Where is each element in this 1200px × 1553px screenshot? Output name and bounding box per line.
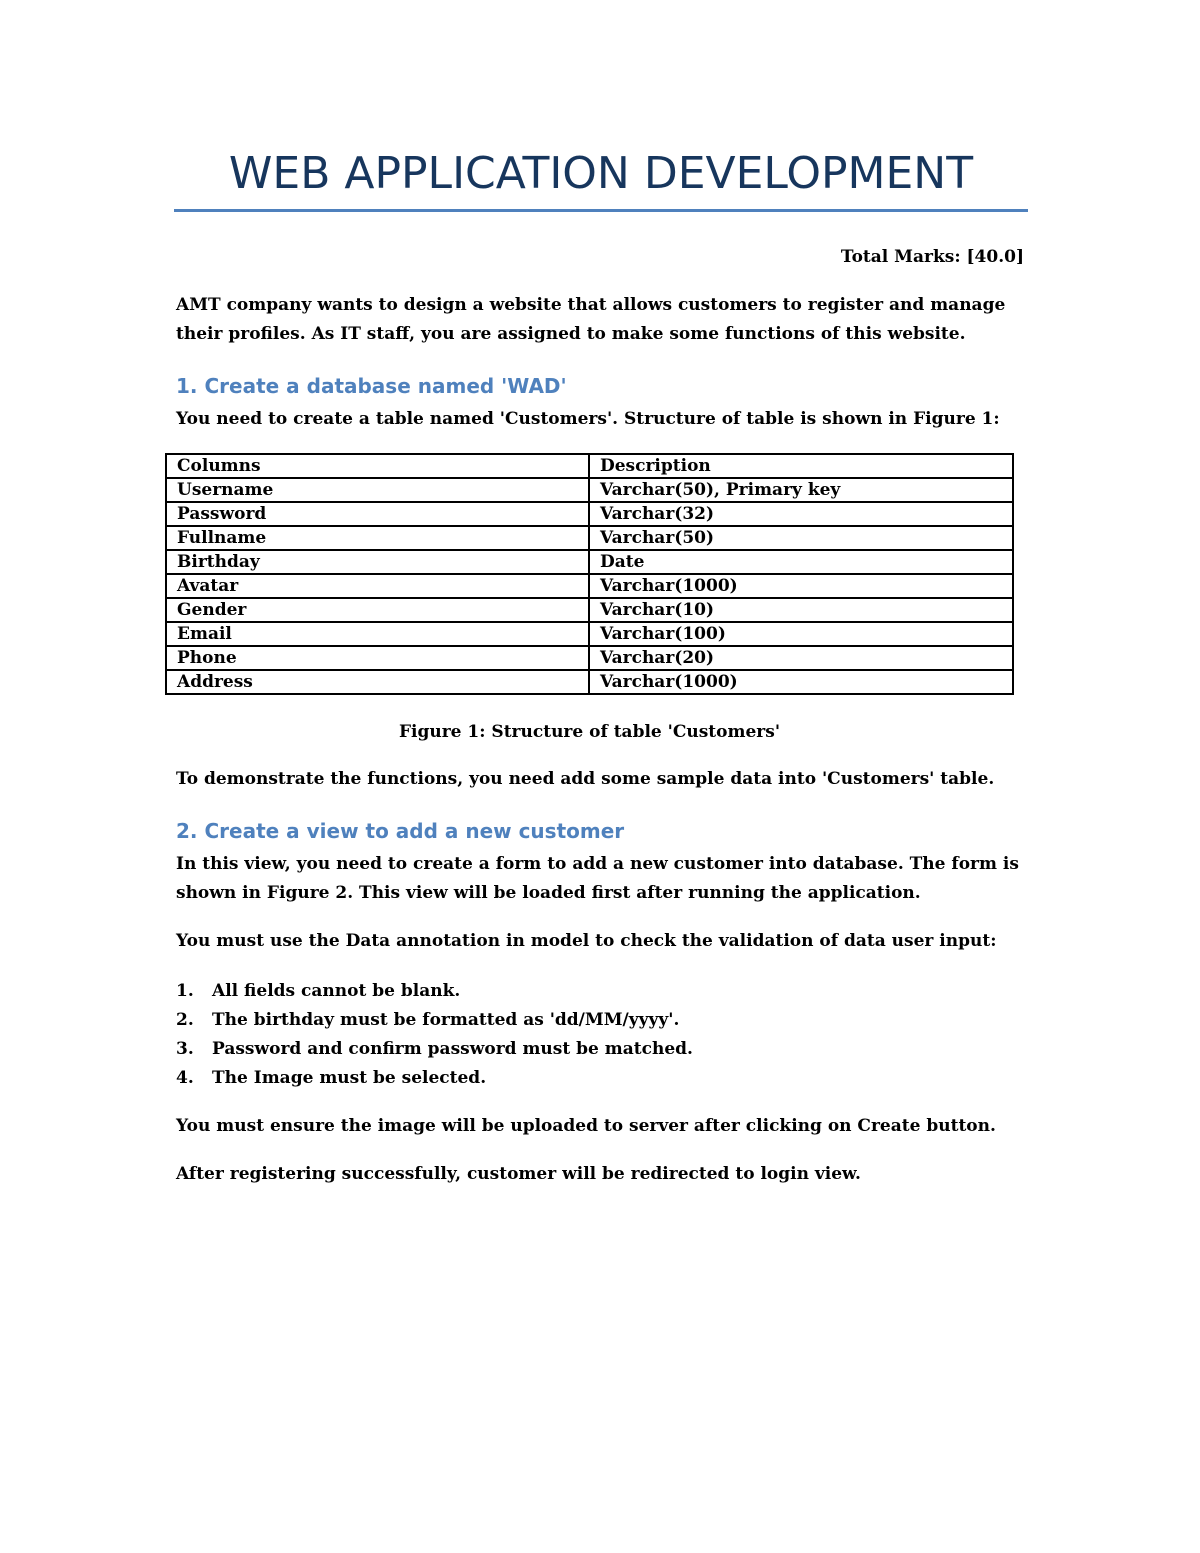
list-item-number: 3. xyxy=(176,1039,194,1059)
table-header-cell: Columns xyxy=(166,454,589,478)
table-cell-column: Avatar xyxy=(166,574,589,598)
table-cell-description: Varchar(1000) xyxy=(589,670,1013,694)
table-cell-column: Gender xyxy=(166,598,589,622)
table-row xyxy=(166,550,1013,574)
list-item-number: 2. xyxy=(176,1010,194,1030)
table-cell-column: Username xyxy=(166,478,589,502)
table-header-cell: Description xyxy=(589,454,1013,478)
table-cell-description: Varchar(50), Primary key xyxy=(589,478,1013,502)
table-cell-column: Address xyxy=(166,670,589,694)
table-cell-column: Email xyxy=(166,622,589,646)
section-1-intro: You need to create a table named 'Customers'. Structure of table is shown in Figure 1: xyxy=(176,409,1000,429)
list-item xyxy=(176,1064,693,1093)
list-item-text: The Image must be selected. xyxy=(212,1068,487,1088)
sample-data-note: To demonstrate the functions, you need add some sample data into 'Customers' table. xyxy=(176,769,995,789)
table-row xyxy=(166,622,1013,646)
table-cell-column: Phone xyxy=(166,646,589,670)
table-row xyxy=(166,598,1013,622)
list-item xyxy=(176,977,693,1006)
table-row xyxy=(166,502,1013,526)
intro-line-1: AMT company wants to design a website that allows customers to register and manage xyxy=(176,295,1006,315)
customers-structure-table xyxy=(165,453,1014,695)
list-item-text: The birthday must be formatted as 'dd/MM/yyyy'. xyxy=(212,1010,680,1030)
upload-note: You must ensure the image will be uploaded to server after clicking on Create button. xyxy=(176,1116,996,1136)
table-cell-column: Fullname xyxy=(166,526,589,550)
list-item-number: 1. xyxy=(176,981,194,1001)
section-2-line-1: In this view, you need to create a form to add a new customer into database. The form is xyxy=(176,854,1019,874)
document-title: WEB APPLICATION DEVELOPMENT xyxy=(228,148,974,199)
table-cell-column: Birthday xyxy=(166,550,589,574)
table-row xyxy=(166,574,1013,598)
table-cell-description: Varchar(20) xyxy=(589,646,1013,670)
total-marks: Total Marks: [40.0] xyxy=(840,247,1024,267)
figure-1-caption: Figure 1: Structure of table 'Customers' xyxy=(398,722,781,742)
table-cell-description: Varchar(100) xyxy=(589,622,1013,646)
table-header-row xyxy=(166,454,1013,478)
table-cell-description: Varchar(1000) xyxy=(589,574,1013,598)
table-row xyxy=(166,670,1013,694)
list-item-number: 4. xyxy=(176,1068,194,1088)
redirect-note: After registering successfully, customer will be redirected to login view. xyxy=(176,1164,861,1184)
validation-rules-list xyxy=(176,977,693,1093)
validation-intro: You must use the Data annotation in model to check the validation of data user input: xyxy=(176,931,997,951)
section-1-heading: 1. Create a database named 'WAD' xyxy=(176,374,567,398)
table-cell-description: Varchar(32) xyxy=(589,502,1013,526)
table-cell-description: Varchar(10) xyxy=(589,598,1013,622)
table-row xyxy=(166,646,1013,670)
section-2-heading: 2. Create a view to add a new customer xyxy=(176,819,625,843)
table-cell-description: Date xyxy=(589,550,1013,574)
intro-line-2: their profiles. As IT staff, you are assigned to make some functions of this website. xyxy=(176,324,966,344)
list-item xyxy=(176,1035,693,1064)
list-item-text: All fields cannot be blank. xyxy=(212,981,461,1001)
section-2-line-2: shown in Figure 2. This view will be loaded first after running the application. xyxy=(176,883,921,903)
table-cell-column: Password xyxy=(166,502,589,526)
title-underline xyxy=(174,209,1028,212)
table-cell-description: Varchar(50) xyxy=(589,526,1013,550)
list-item xyxy=(176,1006,693,1035)
table-row xyxy=(166,526,1013,550)
list-item-text: Password and confirm password must be matched. xyxy=(212,1039,693,1059)
table-row xyxy=(166,478,1013,502)
